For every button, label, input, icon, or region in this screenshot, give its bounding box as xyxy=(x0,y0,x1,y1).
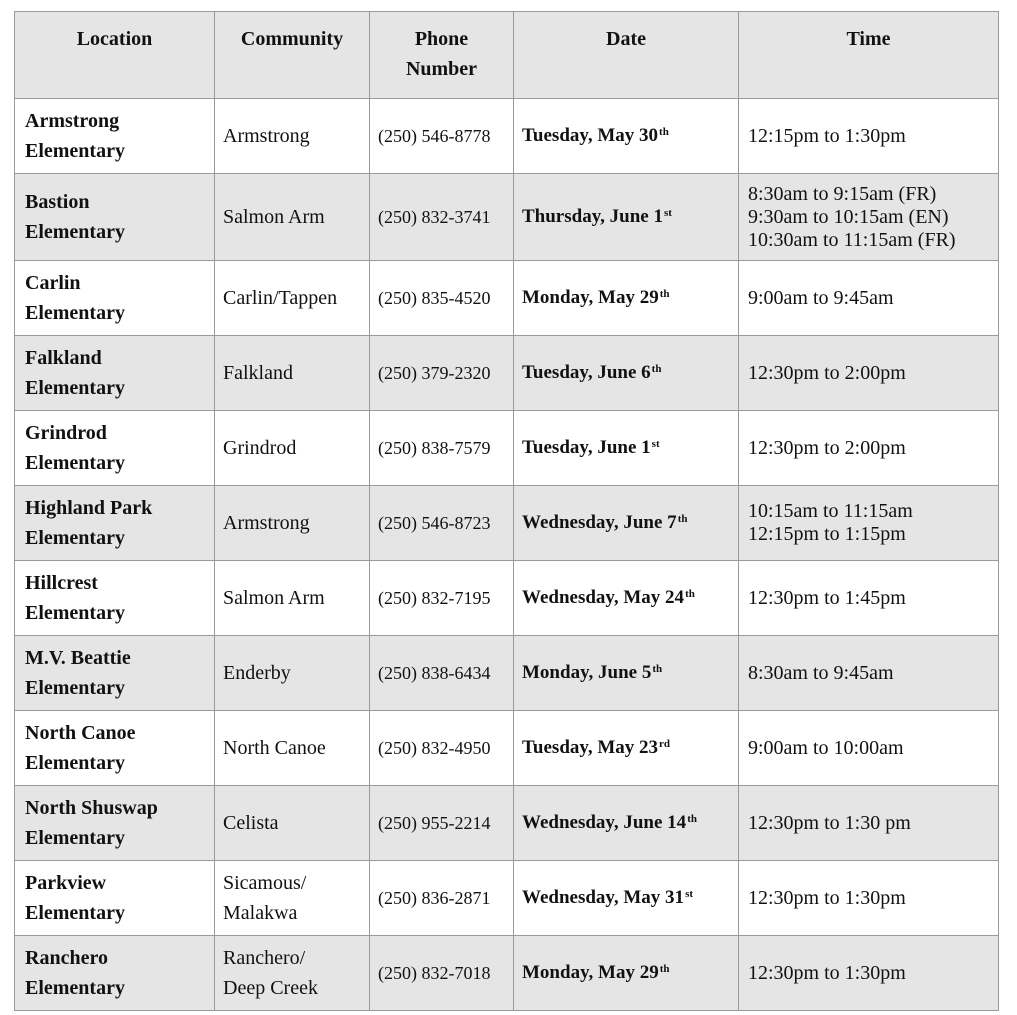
table-row xyxy=(15,786,999,861)
date-cell xyxy=(514,561,739,636)
location-name-line: Grindrod xyxy=(25,422,107,444)
location-name-line: Elementary xyxy=(25,140,125,162)
location-name-line: Armstrong xyxy=(25,110,120,132)
date-text: Tuesday, May 23 xyxy=(522,737,659,758)
time-range: 12:30pm to 1:30 pm xyxy=(748,811,911,834)
location-cell xyxy=(15,861,215,936)
location-name-line: Elementary xyxy=(25,452,125,474)
date-cell xyxy=(514,636,739,711)
location-name-line: Elementary xyxy=(25,902,125,924)
date-text: Wednesday, June 7 xyxy=(522,512,677,533)
date-cell xyxy=(514,174,739,261)
date-cell xyxy=(514,336,739,411)
time-cell xyxy=(739,336,999,411)
time-cell xyxy=(739,861,999,936)
community-name-line: Armstrong xyxy=(223,125,310,147)
date-suffix: st xyxy=(663,207,672,219)
phone-cell: (250) 379-2320 xyxy=(370,336,514,411)
community-cell xyxy=(215,936,370,1011)
community-cell xyxy=(215,486,370,561)
time-cell xyxy=(739,174,999,261)
community-cell xyxy=(215,711,370,786)
community-name-line: Carlin/Tappen xyxy=(223,287,338,309)
location-cell xyxy=(15,786,215,861)
community-name-line: Malakwa xyxy=(223,902,298,924)
date-cell xyxy=(514,711,739,786)
location-cell xyxy=(15,174,215,261)
table-row xyxy=(15,711,999,786)
time-range: 12:30pm to 1:45pm xyxy=(748,586,906,609)
community-cell xyxy=(215,261,370,336)
header-row xyxy=(15,12,999,99)
location-name-line: Elementary xyxy=(25,602,125,624)
header-phone-line: Number xyxy=(405,58,478,80)
location-name-line: Falkland xyxy=(25,347,102,369)
date-text: Tuesday, May 30 xyxy=(522,125,659,146)
time-cell xyxy=(739,411,999,486)
time-range: 12:30pm to 1:30pm xyxy=(748,886,906,909)
table-row xyxy=(15,936,999,1011)
location-name-line: Ranchero xyxy=(25,947,108,969)
table-row xyxy=(15,336,999,411)
community-name-line: Ranchero/ xyxy=(223,947,306,969)
table-row xyxy=(15,561,999,636)
community-name-line: Deep Creek xyxy=(223,977,318,999)
time-cell xyxy=(739,486,999,561)
location-cell xyxy=(15,261,215,336)
community-name-line: Sicamous/ xyxy=(223,872,307,894)
time-range: 10:30am to 11:15am (FR) xyxy=(748,228,956,251)
date-text: Monday, May 29 xyxy=(522,287,659,308)
date-suffix: th xyxy=(659,288,670,300)
location-cell xyxy=(15,99,215,174)
time-cell xyxy=(739,561,999,636)
date-suffix: th xyxy=(685,588,695,600)
time-range: 8:30am to 9:45am xyxy=(748,661,894,684)
date-text: Thursday, June 1 xyxy=(522,206,663,227)
phone-cell: (250) 955-2214 xyxy=(370,786,514,861)
location-name-line: Carlin xyxy=(25,272,81,294)
date-text: Tuesday, June 6 xyxy=(522,362,651,383)
time-cell xyxy=(739,936,999,1011)
community-name-line: Celista xyxy=(223,812,279,834)
community-cell xyxy=(215,786,370,861)
community-name-line: Grindrod xyxy=(223,437,297,459)
location-cell xyxy=(15,636,215,711)
date-suffix: th xyxy=(687,813,697,825)
header-phone-line: Phone xyxy=(414,28,469,50)
table-header xyxy=(15,12,999,99)
community-name-line: Salmon Arm xyxy=(223,206,325,228)
location-name-line: Elementary xyxy=(25,302,125,324)
time-cell xyxy=(739,711,999,786)
community-cell xyxy=(215,561,370,636)
time-range: 12:30pm to 1:30pm xyxy=(748,961,906,984)
time-cell xyxy=(739,261,999,336)
community-cell xyxy=(215,411,370,486)
time-cell xyxy=(739,636,999,711)
date-text: Wednesday, June 14 xyxy=(522,812,687,833)
date-cell xyxy=(514,786,739,861)
table-row xyxy=(15,99,999,174)
table-row xyxy=(15,486,999,561)
time-cell xyxy=(739,786,999,861)
location-cell xyxy=(15,561,215,636)
location-cell xyxy=(15,936,215,1011)
community-name-line: Falkland xyxy=(223,362,293,384)
table-row xyxy=(15,261,999,336)
time-range: 9:30am to 10:15am (EN) xyxy=(748,205,949,228)
date-text: Wednesday, May 24 xyxy=(522,587,685,608)
phone-cell: (250) 546-8778 xyxy=(370,99,514,174)
date-suffix: th xyxy=(677,513,688,525)
community-cell xyxy=(215,336,370,411)
time-range: 12:30pm to 2:00pm xyxy=(748,361,906,384)
location-name-line: Hillcrest xyxy=(25,572,98,594)
location-name-line: Elementary xyxy=(25,752,125,774)
date-cell xyxy=(514,861,739,936)
community-name-line: Enderby xyxy=(223,662,291,684)
phone-cell: (250) 836-2871 xyxy=(370,861,514,936)
time-cell xyxy=(739,99,999,174)
date-suffix: rd xyxy=(659,738,671,750)
time-range: 9:00am to 10:00am xyxy=(748,736,904,759)
date-cell xyxy=(514,99,739,174)
schedule-table xyxy=(14,11,999,1011)
phone-cell: (250) 838-6434 xyxy=(370,636,514,711)
location-name-line: Elementary xyxy=(25,977,125,999)
time-range: 12:15pm to 1:15pm xyxy=(748,523,906,545)
table-row xyxy=(15,861,999,936)
date-suffix: st xyxy=(685,888,694,900)
location-cell xyxy=(15,411,215,486)
community-cell xyxy=(215,174,370,261)
date-suffix: th xyxy=(652,663,663,675)
phone-cell: (250) 838-7579 xyxy=(370,411,514,486)
community-name-line: North Canoe xyxy=(223,737,326,759)
header-community: Community xyxy=(215,12,370,99)
date-cell xyxy=(514,261,739,336)
location-name-line: Parkview xyxy=(25,872,107,894)
header-time: Time xyxy=(739,12,999,99)
location-name-line: Elementary xyxy=(25,221,125,243)
location-name-line: Elementary xyxy=(25,827,125,849)
header-date: Date xyxy=(514,12,739,99)
location-name-line: Bastion xyxy=(25,191,90,213)
time-range: 8:30am to 9:15am (FR) xyxy=(748,182,937,205)
date-suffix: th xyxy=(659,963,670,975)
header-phone xyxy=(370,12,514,99)
location-name-line: North Shuswap xyxy=(25,797,158,819)
date-suffix: th xyxy=(659,126,669,138)
table-body xyxy=(15,99,999,1011)
header-location: Location xyxy=(15,12,215,99)
location-cell xyxy=(15,486,215,561)
date-text: Monday, June 5 xyxy=(522,662,652,683)
time-range: 10:15am to 11:15am xyxy=(748,500,913,522)
community-name-line: Salmon Arm xyxy=(223,587,325,609)
date-text: Tuesday, June 1 xyxy=(522,437,651,458)
phone-cell: (250) 832-4950 xyxy=(370,711,514,786)
location-cell xyxy=(15,711,215,786)
date-text: Monday, May 29 xyxy=(522,962,659,983)
date-cell xyxy=(514,936,739,1011)
table-row xyxy=(15,411,999,486)
phone-cell: (250) 832-7018 xyxy=(370,936,514,1011)
time-range: 12:15pm to 1:30pm xyxy=(748,124,906,147)
time-range: 12:30pm to 2:00pm xyxy=(748,436,906,459)
phone-cell: (250) 546-8723 xyxy=(370,486,514,561)
phone-cell: (250) 832-7195 xyxy=(370,561,514,636)
location-name-line: Highland Park xyxy=(25,497,153,519)
table-row xyxy=(15,636,999,711)
location-name-line: Elementary xyxy=(25,377,125,399)
phone-cell: (250) 835-4520 xyxy=(370,261,514,336)
time-range: 9:00am to 9:45am xyxy=(748,286,894,309)
date-text: Wednesday, May 31 xyxy=(522,887,685,908)
community-name-line: Armstrong xyxy=(223,512,310,534)
location-cell xyxy=(15,336,215,411)
location-name-line: North Canoe xyxy=(25,722,136,744)
date-cell xyxy=(514,486,739,561)
community-cell xyxy=(215,861,370,936)
date-cell xyxy=(514,411,739,486)
table-row xyxy=(15,174,999,261)
date-suffix: st xyxy=(651,438,660,450)
location-name-line: Elementary xyxy=(25,677,125,699)
community-cell xyxy=(215,99,370,174)
phone-cell: (250) 832-3741 xyxy=(370,174,514,261)
location-name-line: M.V. Beattie xyxy=(25,647,131,669)
location-name-line: Elementary xyxy=(25,527,125,549)
community-cell xyxy=(215,636,370,711)
date-suffix: th xyxy=(651,363,662,375)
